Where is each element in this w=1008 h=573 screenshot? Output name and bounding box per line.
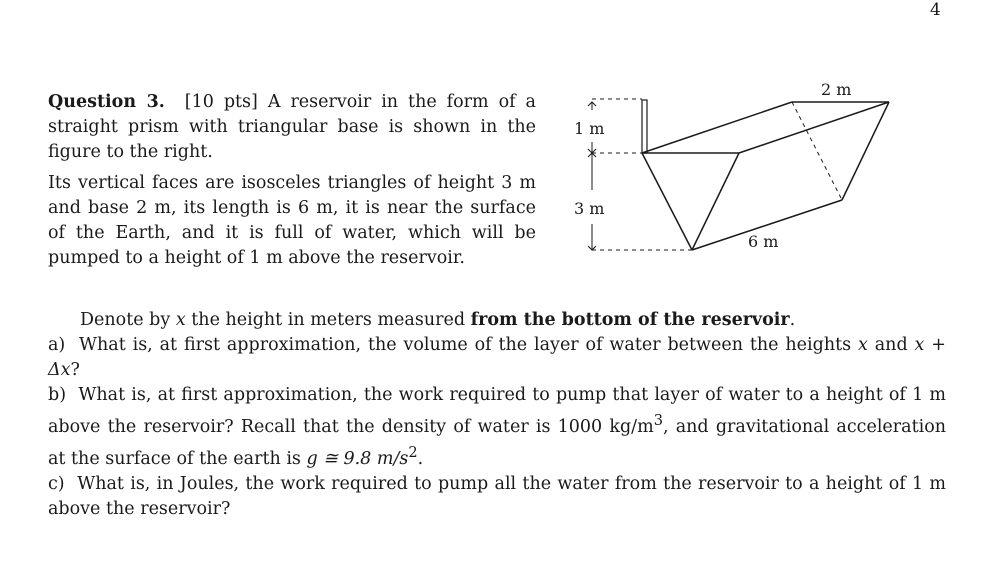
- part-b-text1: What is, at first approximation, the work required to pump that layer of water to a height of 1 m above the reservoir? Recall that the density of water is 1000 kg/m: [48, 385, 946, 437]
- part-a-text: What is, at first approximation, the volume of the layer of water between the heights: [79, 335, 852, 355]
- part-a-label: a): [48, 335, 66, 355]
- denote-sentence: [48, 308, 946, 333]
- hidden-back-left-edge: [792, 102, 842, 200]
- part-a-var1: x: [858, 335, 868, 355]
- denote-bold: from the bottom of the reservoir: [470, 310, 790, 330]
- denote-prefix: Denote by: [80, 310, 171, 330]
- part-b-sup1: 3: [653, 412, 663, 429]
- part-b-end: .: [417, 448, 424, 469]
- question-points: [10 pts]: [184, 92, 258, 112]
- pump-pipe: [642, 100, 647, 153]
- part-b: [48, 383, 946, 472]
- denote-end: .: [789, 310, 796, 330]
- question-block: [48, 90, 536, 271]
- part-b-label: b): [48, 385, 67, 405]
- denote-var: x: [175, 310, 186, 330]
- part-c-label: c): [48, 473, 65, 494]
- question-intro-text: A reservoir in the form of a straight prism with triangular base is shown in the figure to the right.: [48, 92, 536, 162]
- part-a: [48, 333, 946, 383]
- question-parts: [48, 308, 946, 522]
- part-c-text: What is, in Joules, the work required to pump all the water from the reservoir to a height of 1 m above the reservoir?: [48, 473, 946, 519]
- reservoir-figure: [565, 72, 905, 272]
- front-left-edge: [642, 153, 692, 250]
- back-right-edge: [842, 102, 889, 200]
- part-b-sup2: 2: [408, 443, 418, 461]
- part-a-end: ?: [70, 360, 80, 380]
- part-b-text2: , and gravitational acceleration at the surface of the earth is: [48, 416, 947, 469]
- label-top-width: 2 m: [821, 80, 852, 99]
- part-c: [48, 472, 946, 522]
- part-a-var2: x + Δx: [48, 335, 946, 380]
- denote-middle: the height in meters measured: [191, 310, 466, 330]
- label-depth: 3 m: [574, 199, 605, 218]
- part-a-and: and: [874, 335, 908, 355]
- front-right-edge: [692, 153, 739, 250]
- page-number: 4: [930, 0, 941, 20]
- question-intro: [48, 90, 536, 165]
- question-description: Its vertical faces are isosceles triangles of height 3 m and base 2 m, its length is 6 m, it is near the surface of the Earth, and it is full of water, which will be pumped to a height of 1 m above the reservoir.: [48, 173, 536, 268]
- question-title: Question 3.: [48, 92, 165, 112]
- prism-diagram: [565, 72, 905, 272]
- label-pump-height: 1 m: [574, 119, 605, 138]
- left-long-edge: [642, 102, 792, 153]
- part-b-g-expr: g ≅ 9.8 m/s: [306, 448, 409, 469]
- label-length: 6 m: [748, 232, 779, 251]
